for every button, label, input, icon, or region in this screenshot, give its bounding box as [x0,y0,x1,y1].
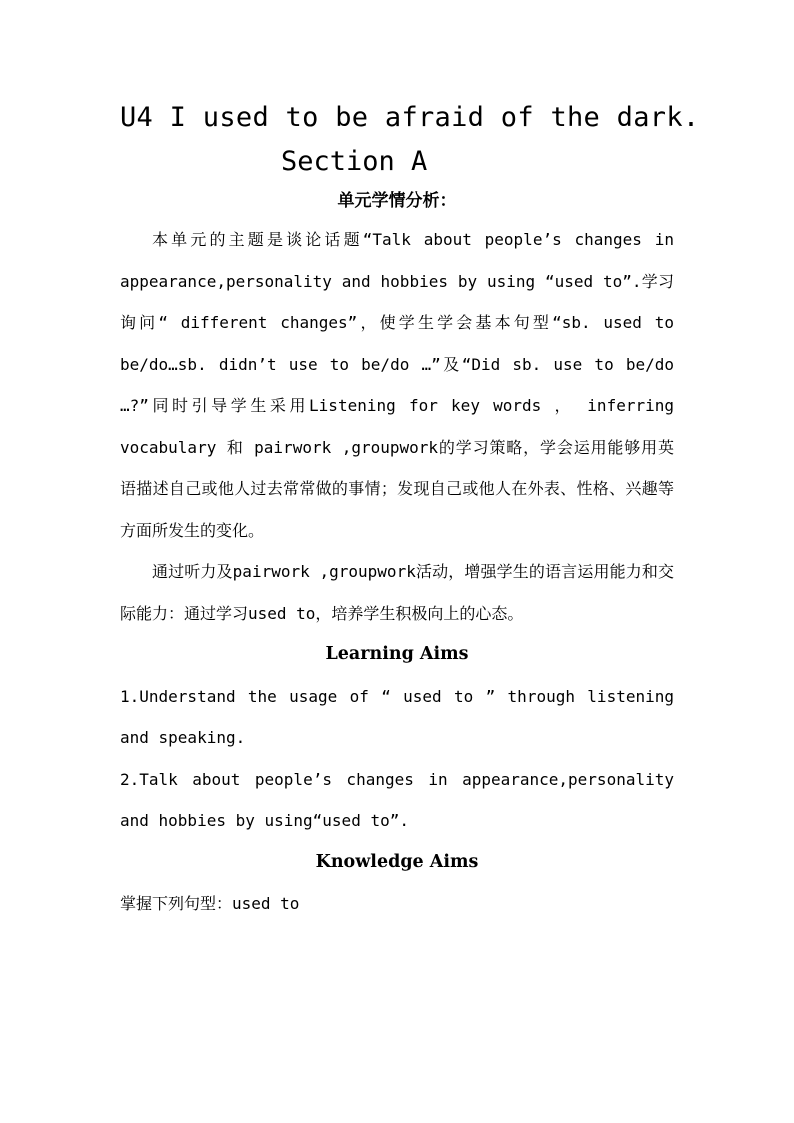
learning-aim-item: 1.Understand the usage of “ used to ” through listening and speaking. [120,686,674,747]
document-title: U4 I used to be afraid of the dark. [120,102,700,133]
document-subtitle: Section A [281,146,428,177]
analysis-paragraph-2: 通过听力及pairwork ,groupwork活动，增强学生的语言运用能力和交际能力：通过学习used to，培养学生积极向上的心态。 [120,562,674,623]
document-page [120,96,700,925]
learning-aim-item: 2.Talk about people’s changes in appearance,personality and hobbies by using“used to”. [120,769,674,830]
learning-aims-heading: Learning Aims [325,644,469,664]
knowledge-aims-heading: Knowledge Aims [315,851,479,872]
analysis-paragraph-1: 本单元的主题是谈论话题“Talk about people’s changes in appearance,personality and hobbies by using “used to”.学习询问“ different changes”，使学生学会基本句型“sb. used to be/do…sb. didn’t use to be/do …”及“Did sb. use to be/do …?”同时引导学生采用Listening for key words ， inferring vocabulary 和 pairwork ,groupwork的学习策略，学会运用能够用英语描述自己或他人过去常常做的事情；发现自己或他人在外表、性格、兴趣等方面所发生的变化。 [120,230,674,540]
analysis-heading: 单元学情分析： [337,191,457,211]
knowledge-aims-text: 掌握下列句型：used to [120,894,300,913]
